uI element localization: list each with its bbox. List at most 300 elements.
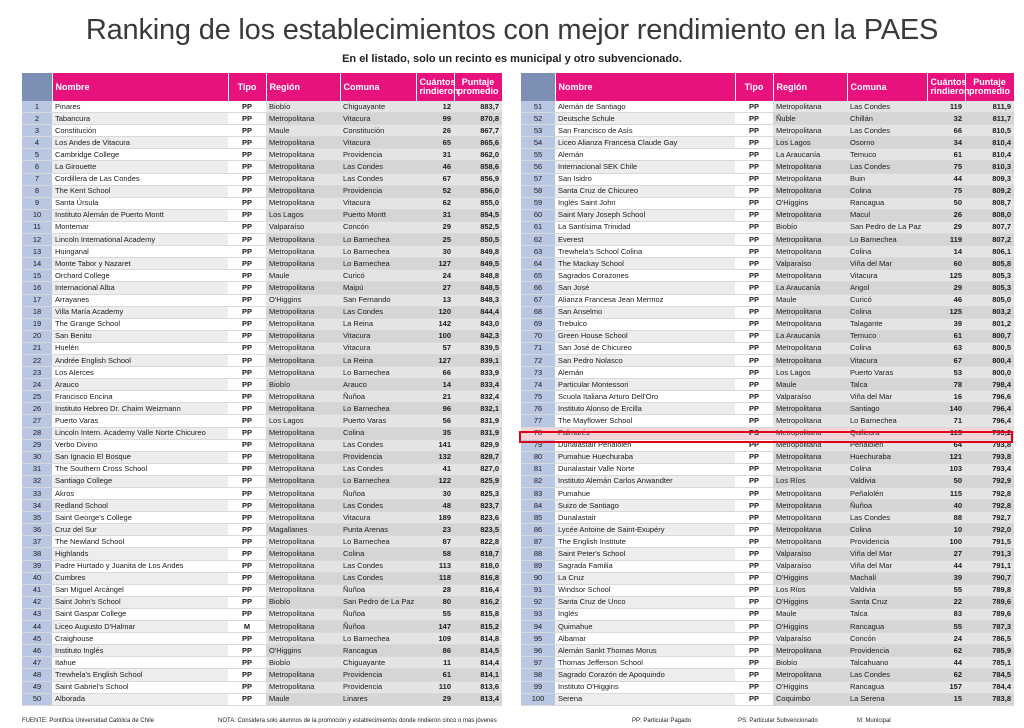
comuna-cell: Puerto Montt [340, 209, 416, 221]
region-cell: Los Ríos [773, 584, 847, 596]
comuna-cell: San Pedro de La Paz [340, 596, 416, 608]
nombre-cell: Instituto Alemán de Puerto Montt [52, 209, 228, 221]
rank-cell: 51 [521, 101, 555, 113]
tipo-cell: PP [228, 234, 266, 246]
nombre-cell: The Kent School [52, 185, 228, 197]
cuantos-cell: 119 [927, 101, 965, 113]
nombre-cell: Inglés [555, 608, 735, 620]
comuna-cell: Punta Arenas [340, 524, 416, 536]
puntaje-cell: 832,4 [454, 391, 502, 403]
tipo-cell: PP [735, 197, 773, 209]
nombre-cell: Lycée Antoine de Saint-Exupéry [555, 524, 735, 536]
cuantos-cell: 32 [927, 113, 965, 125]
rank-cell: 96 [521, 645, 555, 657]
tipo-cell: PP [735, 161, 773, 173]
table-row [22, 693, 502, 705]
region-cell: Metropolitana [773, 161, 847, 173]
tipo-cell: PP [735, 330, 773, 342]
table-row [521, 645, 1014, 657]
table-row [521, 173, 1014, 185]
region-cell: Metropolitana [773, 500, 847, 512]
cuantos-cell: 62 [927, 645, 965, 657]
comuna-cell: Colina [847, 524, 927, 536]
table-row [521, 221, 1014, 233]
tipo-cell: PP [735, 294, 773, 306]
region-cell: Metropolitana [266, 572, 340, 584]
nombre-cell: San Isidro [555, 173, 735, 185]
rank-cell: 15 [22, 270, 52, 282]
table-row [521, 572, 1014, 584]
puntaje-cell: 796,4 [965, 403, 1014, 415]
comuna-cell: Vitacura [847, 354, 927, 366]
comuna-cell: Lo Barnechea [340, 403, 416, 415]
region-cell: Los Ríos [773, 475, 847, 487]
table-row [521, 608, 1014, 620]
table-row [22, 113, 502, 125]
rank-cell: 7 [22, 173, 52, 185]
comuna-cell: Puerto Varas [340, 415, 416, 427]
puntaje-cell: 825,3 [454, 488, 502, 500]
region-cell: O'Higgins [266, 294, 340, 306]
comuna-cell: Santa Cruz [847, 596, 927, 608]
rank-cell: 44 [22, 621, 52, 633]
tipo-cell: PP [228, 415, 266, 427]
table-row [22, 681, 502, 693]
table-row [521, 294, 1014, 306]
comuna-cell: Providencia [340, 185, 416, 197]
table-row [521, 415, 1014, 427]
rank-cell: 46 [22, 645, 52, 657]
nombre-cell: Alemán [555, 149, 735, 161]
region-cell: Metropolitana [266, 391, 340, 403]
rank-cell: 19 [22, 318, 52, 330]
cuantos-cell: 21 [416, 391, 454, 403]
puntaje-cell: 795,2 [965, 427, 1014, 439]
puntaje-cell: 806,1 [965, 246, 1014, 258]
table-row [521, 270, 1014, 282]
rank-cell: 87 [521, 536, 555, 548]
cuantos-cell: 31 [416, 149, 454, 161]
rank-cell: 34 [22, 500, 52, 512]
tipo-cell: PP [228, 645, 266, 657]
rank-cell: 82 [521, 475, 555, 487]
comuna-cell: Vitacura [847, 270, 927, 282]
tipo-cell: PP [228, 403, 266, 415]
header-cuantos-rindieron: Cuántos rindieron [927, 73, 965, 101]
comuna-cell: Talca [847, 608, 927, 620]
puntaje-cell: 813,4 [454, 693, 502, 705]
cuantos-cell: 110 [416, 681, 454, 693]
table-row [521, 475, 1014, 487]
comuna-cell: Las Condes [847, 125, 927, 137]
table-row [521, 584, 1014, 596]
nombre-cell: San Miguel Arcángel [52, 584, 228, 596]
tipo-cell: PP [228, 560, 266, 572]
puntaje-cell: 784,4 [965, 681, 1014, 693]
tipo-cell: PP [735, 149, 773, 161]
table-row [22, 246, 502, 258]
nombre-cell: Andrée English School [52, 354, 228, 366]
comuna-cell: Providencia [847, 645, 927, 657]
cuantos-cell: 31 [416, 209, 454, 221]
rank-cell: 60 [521, 209, 555, 221]
cuantos-cell: 14 [927, 246, 965, 258]
nombre-cell: Arauco [52, 379, 228, 391]
puntaje-cell: 796,4 [965, 415, 1014, 427]
nombre-cell: Santa Úrsula [52, 197, 228, 209]
table-row [521, 282, 1014, 294]
page-subtitle: En el listado, solo un recinto es municipal y otro subvencionado. [342, 53, 682, 65]
puntaje-cell: 791,1 [965, 560, 1014, 572]
comuna-cell: Vitacura [340, 512, 416, 524]
cuantos-cell: 50 [927, 475, 965, 487]
table-row [22, 596, 502, 608]
nombre-cell: The Newland School [52, 536, 228, 548]
tipo-cell: PP [735, 258, 773, 270]
table-header-row [22, 73, 502, 101]
tipo-cell: PP [228, 306, 266, 318]
comuna-cell: Ñuñoa [847, 500, 927, 512]
nombre-cell: Saint Peter's School [555, 548, 735, 560]
tipo-cell: PS [735, 427, 773, 439]
puntaje-cell: 856,9 [454, 173, 502, 185]
comuna-cell: Macul [847, 209, 927, 221]
nombre-cell: Padre Hurtado y Juanita de Los Andes [52, 560, 228, 572]
table-row [521, 197, 1014, 209]
tipo-cell: PP [228, 221, 266, 233]
table-row [22, 294, 502, 306]
tipo-cell: PP [735, 633, 773, 645]
rank-cell: 5 [22, 149, 52, 161]
rank-cell: 67 [521, 294, 555, 306]
rank-cell: 98 [521, 669, 555, 681]
rank-cell: 49 [22, 681, 52, 693]
table-row [22, 137, 502, 149]
table-row [22, 488, 502, 500]
tipo-cell: PP [735, 536, 773, 548]
rank-cell: 18 [22, 306, 52, 318]
comuna-cell: Lo Barnechea [340, 633, 416, 645]
region-cell: Metropolitana [266, 318, 340, 330]
cuantos-cell: 141 [416, 439, 454, 451]
rank-cell: 32 [22, 475, 52, 487]
footer-ps: PS: Particular Subvencionado [738, 718, 818, 724]
comuna-cell: Curicó [847, 294, 927, 306]
tipo-cell: M [228, 621, 266, 633]
nombre-cell: La Girouette [52, 161, 228, 173]
cuantos-cell: 103 [927, 463, 965, 475]
rank-cell: 3 [22, 125, 52, 137]
comuna-cell: La Serena [847, 693, 927, 705]
region-cell: Metropolitana [773, 306, 847, 318]
nombre-cell: Dunalastair [555, 512, 735, 524]
region-cell: Metropolitana [266, 246, 340, 258]
region-cell: Biobío [773, 657, 847, 669]
tipo-cell: PP [735, 173, 773, 185]
nombre-cell: Instituto Alonso de Ercilla [555, 403, 735, 415]
rank-cell: 28 [22, 427, 52, 439]
puntaje-cell: 789,8 [965, 584, 1014, 596]
nombre-cell: Inglés Saint John [555, 197, 735, 209]
rank-cell: 66 [521, 282, 555, 294]
cuantos-cell: 52 [416, 185, 454, 197]
region-cell: Maule [266, 270, 340, 282]
region-cell: Metropolitana [773, 101, 847, 113]
tipo-cell: PP [735, 657, 773, 669]
table-row [22, 391, 502, 403]
nombre-cell: Thomas Jefferson School [555, 657, 735, 669]
puntaje-cell: 865,6 [454, 137, 502, 149]
footer-pp: PP: Particular Pagado [632, 718, 692, 724]
region-cell: Metropolitana [266, 439, 340, 451]
nombre-cell: Alemán de Santiago [555, 101, 735, 113]
ranking-table-left [22, 73, 503, 706]
puntaje-cell: 822,8 [454, 536, 502, 548]
tipo-cell: PP [735, 101, 773, 113]
puntaje-cell: 805,8 [965, 258, 1014, 270]
rank-cell: 92 [521, 596, 555, 608]
rank-cell: 11 [22, 221, 52, 233]
region-cell: Metropolitana [266, 621, 340, 633]
header-puntaje-promedio: Puntaje promedio [454, 73, 502, 101]
tipo-cell: PP [228, 294, 266, 306]
tipo-cell: PP [735, 512, 773, 524]
cuantos-cell: 127 [416, 354, 454, 366]
cuantos-cell: 27 [927, 548, 965, 560]
tipo-cell: PP [228, 282, 266, 294]
rank-cell: 31 [22, 463, 52, 475]
comuna-cell: Peñalolén [847, 439, 927, 451]
comuna-cell: Viña del Mar [847, 391, 927, 403]
tipo-cell: PP [228, 270, 266, 282]
cuantos-cell: 61 [416, 669, 454, 681]
tipo-cell: PP [228, 246, 266, 258]
region-cell: Metropolitana [773, 185, 847, 197]
table-row [22, 234, 502, 246]
nombre-cell: Monte Tabor y Nazaret [52, 258, 228, 270]
comuna-cell: Concón [847, 633, 927, 645]
region-cell: O'Higgins [773, 681, 847, 693]
rank-cell: 69 [521, 318, 555, 330]
tipo-cell: PP [228, 101, 266, 113]
rank-cell: 79 [521, 439, 555, 451]
cuantos-cell: 25 [416, 234, 454, 246]
comuna-cell: San Pedro de La Paz [847, 221, 927, 233]
puntaje-cell: 810,4 [965, 137, 1014, 149]
comuna-cell: Lo Barnechea [340, 536, 416, 548]
rank-cell: 55 [521, 149, 555, 161]
comuna-cell: Vitacura [340, 342, 416, 354]
rank-cell: 61 [521, 221, 555, 233]
nombre-cell: Trewhela's English School [52, 669, 228, 681]
table-row [22, 657, 502, 669]
region-cell: Metropolitana [266, 330, 340, 342]
region-cell: Metropolitana [266, 354, 340, 366]
tipo-cell: PP [228, 669, 266, 681]
nombre-cell: Dunalastair Peñalolén [555, 439, 735, 451]
cuantos-cell: 115 [927, 488, 965, 500]
region-cell: La Araucanía [773, 330, 847, 342]
table-row [521, 318, 1014, 330]
table-row [22, 427, 502, 439]
puntaje-cell: 827,0 [454, 463, 502, 475]
rank-cell: 63 [521, 246, 555, 258]
puntaje-cell: 818,7 [454, 548, 502, 560]
table-row [22, 197, 502, 209]
table-row [521, 149, 1014, 161]
rank-cell: 35 [22, 512, 52, 524]
region-cell: Biobío [773, 221, 847, 233]
nombre-cell: Saint Gabriel's School [52, 681, 228, 693]
rank-cell: 26 [22, 403, 52, 415]
table-row [22, 161, 502, 173]
comuna-cell: Las Condes [340, 463, 416, 475]
comuna-cell: Rancagua [847, 197, 927, 209]
rank-cell: 9 [22, 197, 52, 209]
puntaje-cell: 807,7 [965, 221, 1014, 233]
region-cell: Biobío [266, 101, 340, 113]
table-row [521, 342, 1014, 354]
rank-cell: 85 [521, 512, 555, 524]
rank-cell: 42 [22, 596, 52, 608]
rank-cell: 84 [521, 500, 555, 512]
region-cell: Metropolitana [773, 463, 847, 475]
region-cell: Metropolitana [266, 185, 340, 197]
cuantos-cell: 65 [416, 137, 454, 149]
comuna-cell: Providencia [340, 681, 416, 693]
table-row [521, 596, 1014, 608]
rank-cell: 17 [22, 294, 52, 306]
rank-cell: 64 [521, 258, 555, 270]
rank-cell: 89 [521, 560, 555, 572]
comuna-cell: Chiguayante [340, 657, 416, 669]
region-cell: Metropolitana [773, 209, 847, 221]
puntaje-cell: 800,0 [965, 367, 1014, 379]
region-cell: Los Lagos [773, 137, 847, 149]
table-row [521, 306, 1014, 318]
comuna-cell: Osorno [847, 137, 927, 149]
nombre-cell: Trebulco [555, 318, 735, 330]
puntaje-cell: 783,8 [965, 693, 1014, 705]
puntaje-cell: 805,3 [965, 270, 1014, 282]
cuantos-cell: 29 [416, 693, 454, 705]
cuantos-cell: 55 [416, 608, 454, 620]
tipo-cell: PP [228, 330, 266, 342]
rank-cell: 4 [22, 137, 52, 149]
comuna-cell: Las Condes [340, 161, 416, 173]
tipo-cell: PP [228, 572, 266, 584]
tipo-cell: PP [735, 318, 773, 330]
region-cell: Valparaíso [773, 258, 847, 270]
cuantos-cell: 48 [416, 500, 454, 512]
table-row [22, 258, 502, 270]
cuantos-cell: 147 [416, 621, 454, 633]
puntaje-cell: 815,2 [454, 621, 502, 633]
cuantos-cell: 99 [416, 113, 454, 125]
rank-cell: 33 [22, 488, 52, 500]
puntaje-cell: 852,5 [454, 221, 502, 233]
rank-cell: 25 [22, 391, 52, 403]
comuna-cell: Vitacura [340, 113, 416, 125]
cuantos-cell: 12 [416, 101, 454, 113]
nombre-cell: La Santísima Trinidad [555, 221, 735, 233]
tipo-cell: PP [735, 500, 773, 512]
comuna-cell: Las Condes [340, 572, 416, 584]
tipo-cell: PP [228, 342, 266, 354]
nombre-cell: Instituto Hebreo Dr. Chaim Weizmann [52, 403, 228, 415]
table-row [521, 681, 1014, 693]
table-row [22, 548, 502, 560]
tipo-cell: PP [735, 608, 773, 620]
comuna-cell: Colina [340, 548, 416, 560]
table-body-left [22, 101, 502, 705]
puntaje-cell: 870,8 [454, 113, 502, 125]
comuna-cell: Lo Barnechea [847, 415, 927, 427]
tipo-cell: PP [735, 234, 773, 246]
table-row [521, 258, 1014, 270]
cuantos-cell: 14 [416, 379, 454, 391]
table-row [521, 367, 1014, 379]
puntaje-cell: 823,7 [454, 500, 502, 512]
tipo-cell: PP [228, 536, 266, 548]
cuantos-cell: 26 [927, 209, 965, 221]
nombre-cell: La Cruz [555, 572, 735, 584]
nombre-cell: Huelén [52, 342, 228, 354]
region-cell: Metropolitana [266, 403, 340, 415]
highlight-box-palmares [519, 431, 1013, 443]
puntaje-cell: 839,5 [454, 342, 502, 354]
cuantos-cell: 62 [416, 197, 454, 209]
region-cell: Metropolitana [266, 512, 340, 524]
nombre-cell: Cambridge College [52, 149, 228, 161]
table-row [22, 572, 502, 584]
nombre-cell: Windsor School [555, 584, 735, 596]
puntaje-cell: 813,6 [454, 681, 502, 693]
nombre-cell: Serena [555, 693, 735, 705]
table-body-right [521, 101, 1014, 705]
tipo-cell: PP [735, 548, 773, 560]
tipo-cell: PP [735, 403, 773, 415]
rank-cell: 81 [521, 463, 555, 475]
tipo-cell: PP [228, 427, 266, 439]
comuna-cell: Lo Barnechea [340, 367, 416, 379]
nombre-cell: Pumahue Huechuraba [555, 451, 735, 463]
rank-cell: 24 [22, 379, 52, 391]
comuna-cell: Las Condes [847, 161, 927, 173]
nombre-cell: Puerto Varas [52, 415, 228, 427]
region-cell: Metropolitana [266, 536, 340, 548]
table-row [22, 149, 502, 161]
tipo-cell: PP [228, 149, 266, 161]
footer-fuente: FUENTE: Pontificia Universidad Católica de Chile [22, 718, 155, 724]
comuna-cell: Vitacura [340, 197, 416, 209]
tipo-cell: PP [735, 379, 773, 391]
rank-cell: 75 [521, 391, 555, 403]
comuna-cell: Colina [847, 306, 927, 318]
table-row [22, 221, 502, 233]
region-cell: Valparaíso [773, 633, 847, 645]
region-cell: Metropolitana [266, 113, 340, 125]
nombre-cell: Saint John's School [52, 596, 228, 608]
puntaje-cell: 810,5 [965, 125, 1014, 137]
comuna-cell: Quilicura [847, 427, 927, 439]
nombre-cell: Internacional Alba [52, 282, 228, 294]
header-region: Región [773, 73, 847, 101]
puntaje-cell: 792,7 [965, 512, 1014, 524]
rank-cell: 37 [22, 536, 52, 548]
region-cell: Valparaíso [773, 548, 847, 560]
tipo-cell: PP [735, 391, 773, 403]
